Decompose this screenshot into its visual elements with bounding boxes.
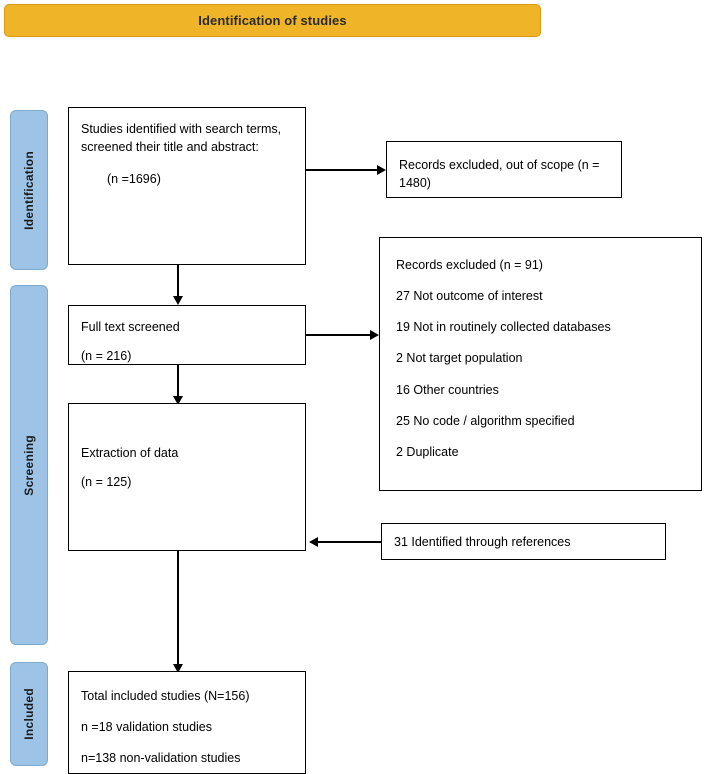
included-nonvalidation-text: n=138 non-validation studies [81,751,241,766]
box-studies-identified [68,107,306,265]
fulltext-screened-count: (n = 216) [81,349,132,364]
box-fulltext-screened [68,305,306,365]
extraction-text: Extraction of data [81,446,179,460]
records-excluded-reason-3: 2 Not target population [396,351,523,366]
arrow-extraction-to-included [177,551,179,665]
phase-bar-screening [10,285,48,645]
box-records-excluded-scope [386,141,622,198]
records-excluded-reason-6: 2 Duplicate [396,444,459,459]
records-excluded-scope-text: Records excluded, out of scope (n = 1480) [399,158,600,191]
records-excluded-header: Records excluded (n = 91) [396,258,543,272]
references-text: 31 Identified through references [394,535,571,549]
box-extraction-of-data [68,403,306,551]
arrow-head-references-to-extraction [309,537,318,547]
diagram-title-banner [4,4,541,37]
studies-identified-text: Studies identified with search terms, screened their title and abstract: [81,122,282,155]
phase-label-screening: Screening [22,434,36,496]
included-total-text: Total included studies (N=156) [81,689,250,703]
arrow-head-fulltext-to-excluded-reasons [370,330,379,340]
studies-identified-count: (n =1696) [107,172,161,187]
arrow-references-to-extraction [318,541,381,543]
phase-label-identification: Identification [22,150,36,230]
records-excluded-reason-1: 27 Not outcome of interest [396,289,543,304]
fulltext-screened-text: Full text screened [81,320,180,334]
arrow-fulltext-to-extraction [177,365,179,397]
phase-bar-identification [10,110,48,270]
phase-bar-included [10,662,48,766]
records-excluded-reason-5: 25 No code / algorithm specified [396,413,575,428]
arrow-head-identified-to-fulltext [173,296,183,305]
included-validation-text: n =18 validation studies [81,720,212,735]
box-total-included-studies [68,671,306,774]
phase-label-included: Included [22,688,36,740]
arrow-head-identified-to-excluded-scope [377,165,386,175]
records-excluded-reason-2: 19 Not in routinely collected databases [396,320,611,335]
box-identified-through-references [381,523,666,560]
arrow-fulltext-to-excluded-reasons [306,334,370,336]
arrow-identified-to-fulltext [177,265,179,297]
box-records-excluded-reasons [379,237,702,491]
diagram-title: Identification of studies [198,13,347,28]
extraction-count: (n = 125) [81,475,132,490]
records-excluded-reason-4: 16 Other countries [396,382,499,397]
arrow-identified-to-excluded-scope [306,169,377,171]
